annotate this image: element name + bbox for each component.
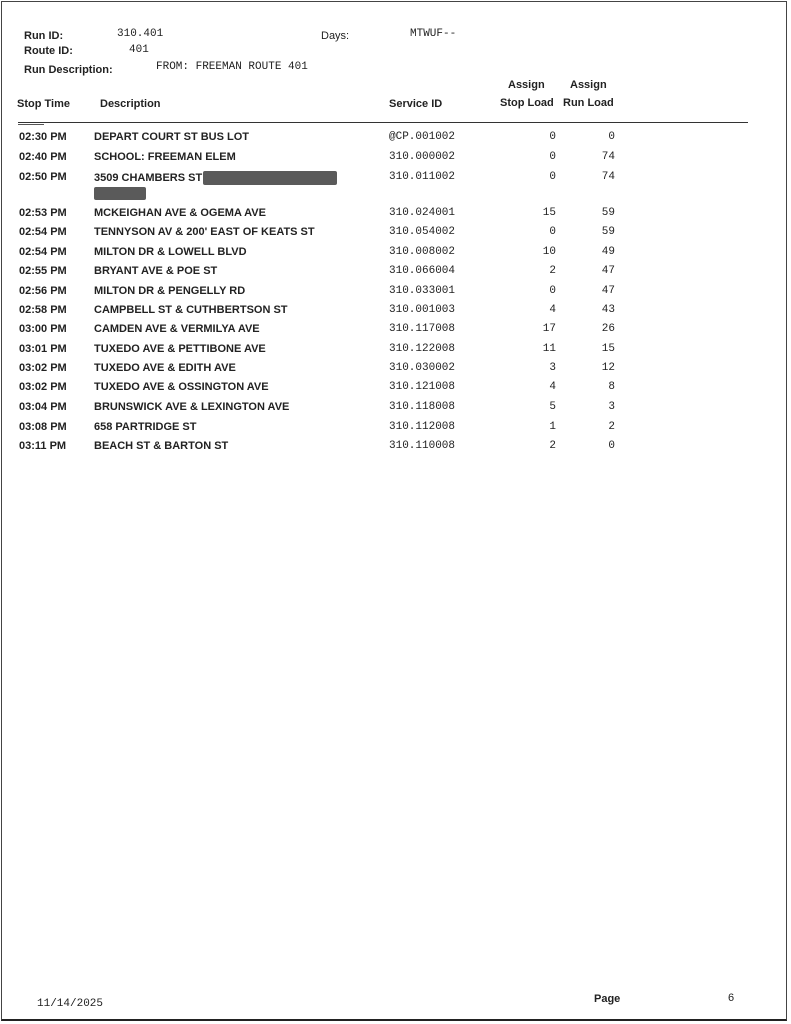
stop-load: 0 (549, 226, 556, 238)
run-load: 12 (601, 362, 615, 374)
stop-load: 4 (549, 381, 556, 393)
table-row (0, 285, 791, 304)
run-description-value: FROM: FREEMAN ROUTE 401 (156, 61, 308, 73)
stop-load: 3 (549, 362, 556, 374)
service-id: 310.112008 (389, 421, 456, 433)
stop-description: MILTON DR & PENGELLY RD (94, 285, 246, 297)
col-run-load: Run Load (563, 97, 614, 109)
service-id: 310.000002 (389, 151, 456, 163)
run-load: 43 (601, 304, 615, 316)
run-description-label: Run Description: (24, 64, 113, 76)
run-load: 2 (608, 421, 615, 433)
col-stop-load: Stop Load (500, 97, 554, 109)
run-load: 0 (608, 440, 615, 452)
stop-description: SCHOOL: FREEMAN ELEM (94, 151, 236, 163)
stop-load: 2 (549, 440, 556, 452)
redaction-bar (203, 171, 337, 185)
stop-time: 03:11 PM (19, 440, 67, 452)
table-row (0, 265, 791, 284)
table-row (0, 226, 791, 245)
table-row (0, 151, 791, 170)
run-load: 74 (601, 171, 615, 183)
service-id: 310.117008 (389, 323, 456, 335)
route-id-label: Route ID: (24, 45, 73, 57)
col-description: Description (100, 98, 161, 110)
table-row (0, 401, 791, 420)
stop-description: CAMPBELL ST & CUTHBERTSON ST (94, 304, 288, 316)
stop-time: 03:00 PM (19, 323, 67, 335)
run-id-label: Run ID: (24, 30, 64, 42)
stop-load: 4 (549, 304, 556, 316)
stop-load: 0 (549, 151, 556, 163)
service-id: 310.001003 (389, 304, 456, 316)
service-id: 310.110008 (389, 440, 456, 452)
run-load: 47 (601, 265, 615, 277)
footer-page-label: Page (594, 993, 621, 1005)
table-row (0, 343, 791, 362)
stop-load: 1 (549, 421, 556, 433)
table-row (0, 381, 791, 400)
run-load: 74 (601, 151, 615, 163)
stop-time: 03:08 PM (19, 421, 67, 433)
table-row (0, 362, 791, 381)
route-id-value: 401 (129, 44, 149, 56)
col-assign-run: Assign (570, 79, 607, 91)
stop-time: 03:02 PM (19, 362, 67, 374)
stop-load: 11 (542, 343, 556, 355)
stop-description: TUXEDO AVE & EDITH AVE (94, 362, 236, 374)
table-row (0, 421, 791, 440)
stop-load: 17 (542, 323, 556, 335)
service-id: @CP.001002 (389, 131, 456, 143)
footer-page-number: 6 (728, 992, 735, 1004)
stop-time: 03:04 PM (19, 401, 67, 413)
stop-description: 658 PARTRIDGE ST (94, 421, 197, 433)
service-id: 310.033001 (389, 285, 456, 297)
stop-time: 03:01 PM (19, 343, 67, 355)
service-id: 310.118008 (389, 401, 456, 413)
run-load: 59 (601, 226, 615, 238)
service-id: 310.024001 (389, 207, 456, 219)
stop-time: 02:53 PM (19, 207, 67, 219)
stop-load: 15 (542, 207, 556, 219)
stop-load: 0 (549, 131, 556, 143)
run-load: 3 (608, 401, 615, 413)
stop-time: 02:56 PM (19, 285, 67, 297)
col-service-id: Service ID (389, 98, 443, 110)
stop-description: MCKEIGHAN AVE & OGEMA AVE (94, 207, 266, 219)
col-assign-stop: Assign (508, 79, 545, 91)
stop-description: BEACH ST & BARTON ST (94, 440, 229, 452)
run-id-value: 310.401 (117, 28, 164, 40)
stop-load: 10 (542, 246, 556, 258)
stop-description: TUXEDO AVE & PETTIBONE AVE (94, 343, 266, 355)
service-id: 310.054002 (389, 226, 456, 238)
footer-date: 11/14/2025 (37, 998, 104, 1010)
stop-load: 0 (549, 285, 556, 297)
header-rule-short (18, 124, 44, 125)
service-id: 310.011002 (389, 171, 456, 183)
run-load: 0 (608, 131, 615, 143)
run-load: 47 (601, 285, 615, 297)
stop-description (94, 171, 337, 185)
header-rule (18, 122, 748, 123)
stop-description: MILTON DR & LOWELL BLVD (94, 246, 247, 258)
stop-time: 02:50 PM (19, 171, 67, 183)
stop-time: 02:40 PM (19, 151, 67, 163)
table-row (0, 323, 791, 342)
table-row (0, 304, 791, 323)
run-load: 15 (601, 343, 615, 355)
stop-description: BRUNSWICK AVE & LEXINGTON AVE (94, 401, 290, 413)
run-load: 49 (601, 246, 615, 258)
run-load: 26 (601, 323, 615, 335)
stop-time: 02:54 PM (19, 226, 67, 238)
run-load: 8 (608, 381, 615, 393)
table-row (0, 207, 791, 226)
service-id: 310.121008 (389, 381, 456, 393)
stop-load: 5 (549, 401, 556, 413)
stop-description: BRYANT AVE & POE ST (94, 265, 218, 277)
service-id: 310.066004 (389, 265, 456, 277)
table-row (0, 246, 791, 265)
table-row (0, 131, 791, 150)
service-id: 310.122008 (389, 343, 456, 355)
stop-time: 02:55 PM (19, 265, 67, 277)
stop-description: CAMDEN AVE & VERMILYA AVE (94, 323, 260, 335)
stop-description: TUXEDO AVE & OSSINGTON AVE (94, 381, 269, 393)
stop-description: TENNYSON AV & 200' EAST OF KEATS ST (94, 226, 315, 238)
stop-time: 02:54 PM (19, 246, 67, 258)
stop-time: 02:30 PM (19, 131, 67, 143)
stop-description: DEPART COURT ST BUS LOT (94, 131, 250, 143)
stop-description-text: 3509 CHAMBERS ST (94, 171, 203, 184)
col-stop-time: Stop Time (17, 98, 70, 110)
redaction-bar (94, 187, 146, 200)
service-id: 310.030002 (389, 362, 456, 374)
table-row (0, 171, 791, 207)
days-label: Days: (321, 30, 350, 42)
days-value: MTWUF-- (410, 28, 457, 40)
table-row (0, 440, 791, 459)
service-id: 310.008002 (389, 246, 456, 258)
stop-time: 02:58 PM (19, 304, 67, 316)
stop-load: 2 (549, 265, 556, 277)
run-load: 59 (601, 207, 615, 219)
stop-load: 0 (549, 171, 556, 183)
stop-time: 03:02 PM (19, 381, 67, 393)
